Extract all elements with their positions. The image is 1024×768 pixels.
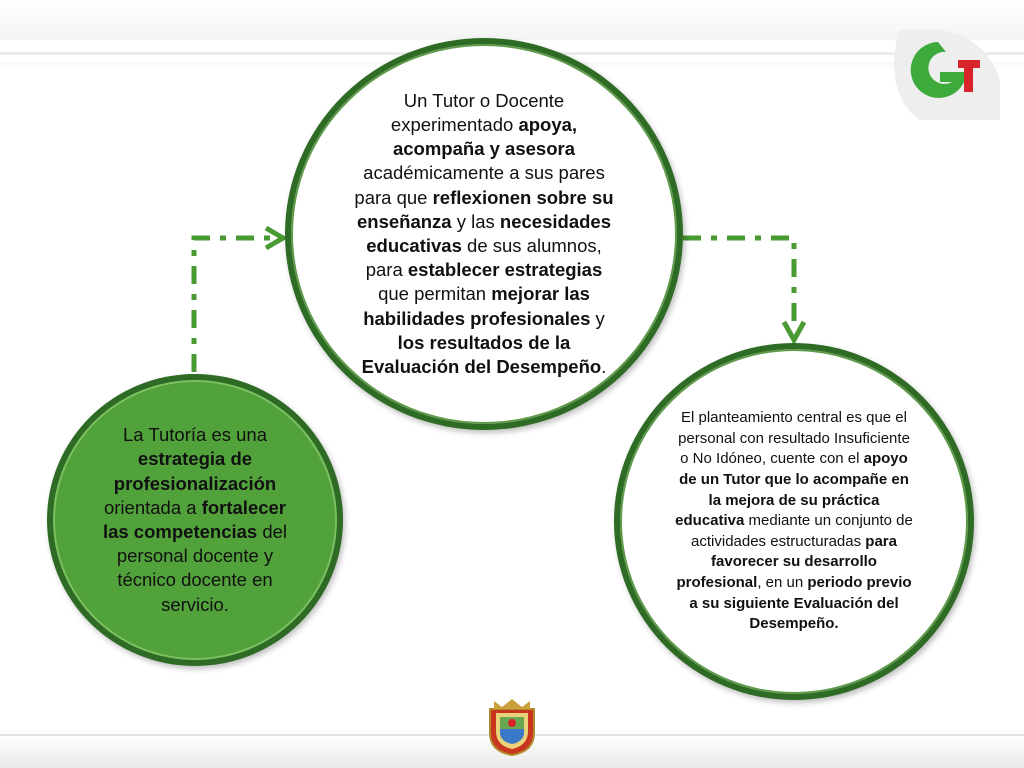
left-circle-segment: del personal docente y técnico docente en servicio.: [116, 521, 288, 615]
left-circle-segment: fortalecer las competencias: [102, 496, 287, 542]
top-circle-segment: académicamente a sus pares para que: [354, 162, 605, 208]
tutoria-strategy-circle: [47, 374, 343, 666]
right-circle-segment: mediante un conjunto de actividades estructuradas: [691, 512, 913, 550]
central-approach-circle: [614, 343, 974, 700]
right-circle-segment: para favorecer su desarrollo profesional: [676, 532, 897, 591]
right-circle-segment: periodo previo: [807, 573, 912, 591]
top-circle-segment: establecer estrategias: [407, 259, 603, 281]
arrowhead-down-icon: [784, 322, 804, 340]
left-circle-segment: orientada a: [103, 496, 202, 518]
tutor-definition-circle: [285, 38, 683, 430]
right-circle-segment: , en un: [757, 573, 808, 591]
top-circle-segment: reflexionen sobre su enseñanza: [356, 186, 614, 232]
left-circle-segment: La Tutoría es una: [123, 424, 267, 446]
right-circle-segment: El planteamiento central es que el personal con resultado Insuficiente o No Idóneo, cuente con el: [678, 409, 910, 468]
top-circle-segment: mejorar las habilidades profesionales: [363, 283, 591, 329]
top-circle-segment: que permitan: [378, 283, 492, 305]
arrow-top-to-right: [683, 238, 794, 330]
arrow-left-to-top: [194, 238, 272, 372]
coat-of-arms-icon: [484, 697, 540, 757]
left-circle-segment: estrategia de profesionalización: [113, 448, 277, 494]
top-circle-segment: apoya, acompaña y asesora: [392, 113, 578, 160]
top-circle-segment: necesidades educativas: [366, 210, 611, 256]
right-circle-segment: a su siguiente Evaluación del Desempeño.: [689, 594, 899, 633]
top-circle-segment: de sus alumnos, para: [365, 235, 602, 281]
tutor-definition-text: [349, 89, 619, 379]
top-circle-segment: y las: [451, 210, 500, 232]
top-circle-segment: los resultados de la Evaluación del Desempeño: [361, 331, 602, 378]
right-circle-segment: apoyo de un Tutor que lo acompañe en la mejora de su práctica educativa: [675, 450, 909, 530]
central-approach-text: [674, 408, 914, 635]
top-circle-segment: .: [601, 356, 607, 378]
top-circle-segment: Un Tutor o Docente experimentado: [390, 89, 565, 135]
top-circle-segment: y: [590, 307, 605, 329]
tutoria-strategy-text: [95, 423, 295, 617]
